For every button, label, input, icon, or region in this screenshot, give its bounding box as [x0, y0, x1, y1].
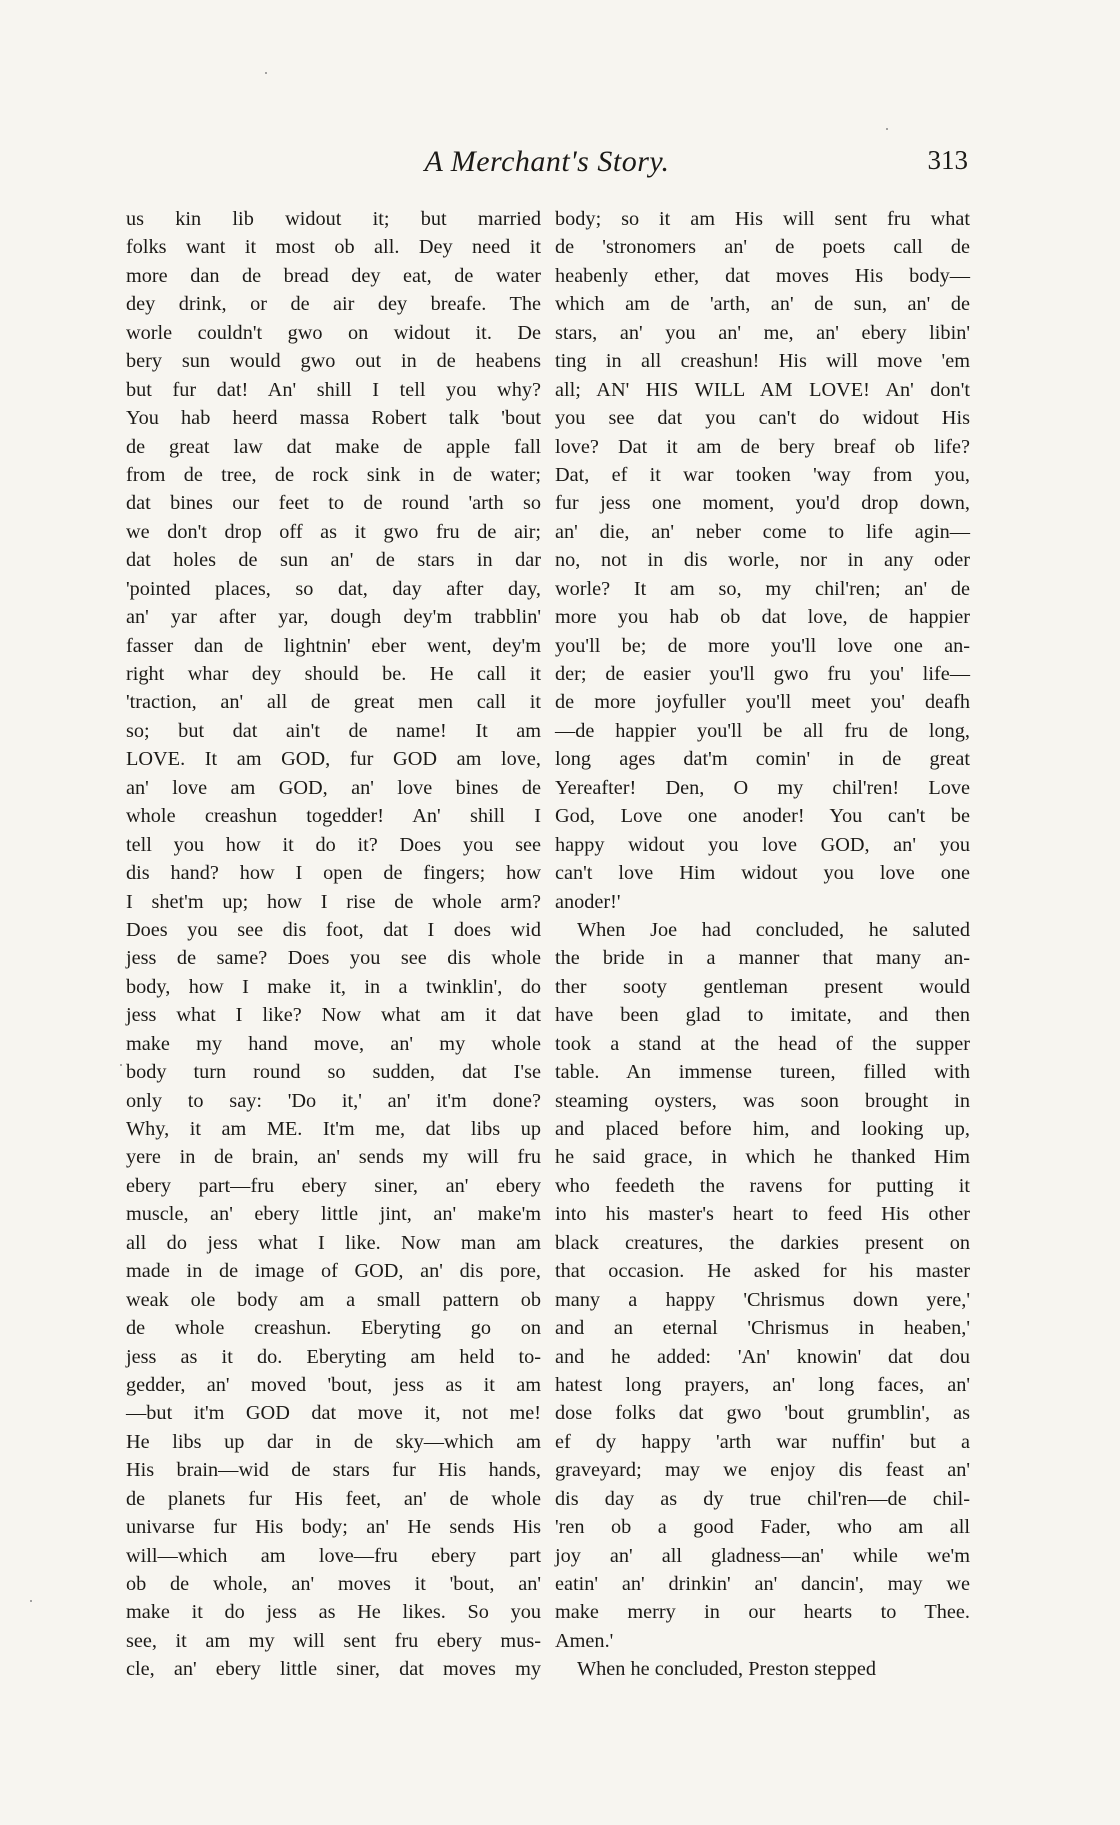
text-line: black creatures, the darkies present on — [555, 1231, 970, 1254]
text-line: Yereafter! Den, O my chil'ren! Love — [555, 776, 970, 799]
text-line: all; AN' HIS WILL AM LOVE! An' don't — [555, 378, 970, 401]
text-line: ting in all creashun! His will move 'em — [555, 350, 970, 373]
paper-speck — [120, 1064, 122, 1066]
text-line: dis hand? how I open de fingers; how — [126, 862, 541, 885]
right-column — [555, 205, 970, 1684]
text-line: have been glad to imitate, and then — [555, 1004, 970, 1027]
text-line: many a happy 'Chrismus down yere,' — [555, 1288, 970, 1311]
text-line: Why, it am ME. It'm me, dat libs up — [126, 1118, 541, 1140]
text-line: make it do jess as He likes. So you — [126, 1601, 541, 1624]
text-line: joy an' all gladness—an' while we'm — [555, 1544, 970, 1567]
text-line: anoder!' — [555, 890, 621, 913]
text-line: from de tree, de rock sink in de water; — [126, 463, 541, 486]
text-line: cle, an' ebery little siner, dat moves my — [126, 1658, 541, 1681]
text-line: —de happier you'll be all fru de long, — [555, 719, 970, 742]
text-line: weak ole body am a small pattern ob — [126, 1288, 541, 1311]
text-line: steaming oysters, was soon brought in — [555, 1089, 970, 1112]
text-line: make my hand move, an' my whole — [126, 1032, 541, 1055]
text-line: ef dy happy 'arth war nuffin' but a — [555, 1430, 970, 1453]
text-line: graveyard; may we enjoy dis feast an' — [555, 1459, 970, 1482]
text-line: us kin lib widout it; but married — [126, 208, 541, 230]
text-line: der; de easier you'll gwo fru you' life— — [555, 663, 970, 685]
text-line: Does you see dis foot, dat I does wid — [126, 918, 541, 941]
text-line: table. An immense tureen, filled with — [555, 1061, 970, 1084]
text-line: folks want it most ob all. Dey need it — [126, 236, 541, 259]
text-line: dat bines our feet to de round 'arth so — [126, 492, 541, 515]
paper-speck — [886, 128, 888, 130]
left-column — [126, 205, 541, 1684]
text-line: gedder, an' moved 'bout, jess as it am — [126, 1373, 541, 1396]
text-line: make merry in our hearts to Thee. — [555, 1601, 970, 1624]
text-line: can't love Him widout you love one — [555, 862, 970, 885]
paper-speck — [265, 72, 267, 74]
text-line: hatest long prayers, an' long faces, an' — [555, 1373, 970, 1396]
text-line: an' die, an' neber come to life agin— — [555, 520, 970, 543]
text-line: all do jess what I like. Now man am — [126, 1231, 541, 1254]
text-line: jess what I like? Now what am it dat — [126, 1004, 541, 1027]
text-line: de planets fur His feet, an' de whole — [126, 1487, 541, 1510]
text-line: ob de whole, an' moves it 'bout, an' — [126, 1573, 541, 1595]
page-header — [126, 145, 968, 185]
paper-speck — [30, 1600, 32, 1602]
text-line: and placed before him, and looking up, — [555, 1118, 970, 1140]
text-line: de whole creashun. Eberyting go on — [126, 1317, 541, 1340]
text-line: 'pointed places, so dat, day after day, — [126, 577, 541, 600]
text-line: God, Love one anoder! You can't be — [555, 805, 970, 828]
text-line: long ages dat'm comin' in de great — [555, 748, 970, 771]
text-line: ther sooty gentleman present would — [555, 975, 970, 998]
text-line: will—which am love—fru ebery part — [126, 1544, 541, 1567]
paragraph-start: When Joe had concluded, he saluted — [577, 918, 970, 941]
text-line: see, it am my will sent fru ebery mus- — [126, 1629, 541, 1652]
text-line: dis day as dy true chil'ren—de chil- — [555, 1487, 970, 1510]
text-line: body turn round so sudden, dat I'se — [126, 1061, 541, 1084]
text-line: the bride in a manner that many an- — [555, 947, 970, 970]
text-line: no, not in dis worle, nor in any oder — [555, 549, 970, 572]
text-line: he said grace, in which he thanked Him — [555, 1146, 970, 1169]
text-line: de more joyfuller you'll meet you' deafh — [555, 691, 970, 714]
text-line: 'ren ob a good Fader, who am all — [555, 1516, 970, 1539]
text-line: who feedeth the ravens for putting it — [555, 1174, 970, 1197]
text-line: dey drink, or de air dey breafe. The — [126, 293, 541, 316]
text-line: into his master's heart to feed His other — [555, 1203, 970, 1226]
text-line: LOVE. It am GOD, fur GOD am love, — [126, 748, 541, 771]
text-line: right whar dey should be. He call it — [126, 663, 541, 685]
text-line: tell you how it do it? Does you see — [126, 833, 541, 856]
text-line: muscle, an' ebery little jint, an' make'm — [126, 1203, 541, 1226]
text-line: love? Dat it am de bery breaf ob life? — [555, 435, 970, 458]
text-line: I shet'm up; how I rise de whole arm? — [126, 890, 541, 913]
text-line: only to say: 'Do it,' an' it'm done? — [126, 1089, 541, 1112]
text-line: His brain—wid de stars fur His hands, — [126, 1459, 541, 1482]
text-line: made in de image of GOD, an' dis pore, — [126, 1260, 541, 1283]
text-line: Dat, ef it war tooken 'way from you, — [555, 463, 970, 486]
text-line: eatin' an' drinkin' an' dancin', may we — [555, 1573, 970, 1595]
text-line: de 'stronomers an' de poets call de — [555, 236, 970, 259]
text-line: we don't drop off as it gwo fru de air; — [126, 520, 541, 543]
text-line: jess de same? Does you see dis whole — [126, 947, 541, 970]
text-line: univarse fur His body; an' He sends His — [126, 1516, 541, 1539]
text-line: an' love am GOD, an' love bines de — [126, 776, 541, 799]
text-line: He libs up dar in de sky—which am — [126, 1430, 541, 1453]
text-line: but fur dat! An' shill I tell you why? — [126, 378, 541, 401]
text-line: happy widout you love GOD, an' you — [555, 833, 970, 856]
text-line: body; so it am His will sent fru what — [555, 208, 970, 230]
text-line: body, how I make it, in a twinklin', do — [126, 975, 541, 998]
text-line: 'traction, an' all de great men call it — [126, 691, 541, 714]
text-line: you'll be; de more you'll love one an- — [555, 634, 970, 657]
text-line: more you hab ob dat love, de happier — [555, 606, 970, 629]
text-line: which am de 'arth, an' de sun, an' de — [555, 293, 970, 316]
text-line: worle couldn't gwo on widout it. De — [126, 321, 541, 344]
text-line: dose folks dat gwo 'bout grumblin', as — [555, 1402, 970, 1425]
text-line: jess as it do. Eberyting am held to- — [126, 1345, 541, 1368]
text-line: dat holes de sun an' de stars in dar — [126, 549, 541, 572]
running-title: A Merchant's Story. — [424, 145, 670, 178]
text-line: You hab heerd massa Robert talk 'bout — [126, 407, 541, 430]
text-line: stars, an' you an' me, an' ebery libin' — [555, 321, 970, 344]
text-line: so; but dat ain't de name! It am — [126, 719, 541, 742]
text-line: yere in de brain, an' sends my will fru — [126, 1146, 541, 1169]
text-line: fur jess one moment, you'd drop down, — [555, 492, 970, 515]
text-line: heabenly ether, dat moves His body— — [555, 264, 970, 287]
text-line: and he added: 'An' knowin' dat dou — [555, 1345, 970, 1368]
text-line: bery sun would gwo out in de heabens — [126, 350, 541, 373]
text-line: took a stand at the head of the supper — [555, 1032, 970, 1055]
text-line: Amen.' — [555, 1629, 614, 1652]
text-line: an' yar after yar, dough dey'm trabblin' — [126, 606, 541, 629]
text-line: —but it'm GOD dat move it, not me! — [126, 1402, 541, 1425]
text-line: de great law dat make de apple fall — [126, 435, 541, 458]
text-line: whole creashun togedder! An' shill I — [126, 805, 541, 828]
text-line: ebery part—fru ebery siner, an' ebery — [126, 1174, 541, 1197]
text-line: that occasion. He asked for his master — [555, 1260, 970, 1283]
paragraph-start: When he concluded, Preston stepped — [577, 1658, 877, 1681]
text-line: and an eternal 'Chrismus in heaben,' — [555, 1317, 970, 1340]
text-line: more dan de bread dey eat, de water — [126, 264, 541, 287]
text-line: you see dat you can't do widout His — [555, 407, 970, 430]
text-line: worle? It am so, my chil'ren; an' de — [555, 577, 970, 600]
text-line: fasser dan de lightnin' eber went, dey'm — [126, 634, 541, 657]
page-number: 313 — [927, 145, 968, 175]
